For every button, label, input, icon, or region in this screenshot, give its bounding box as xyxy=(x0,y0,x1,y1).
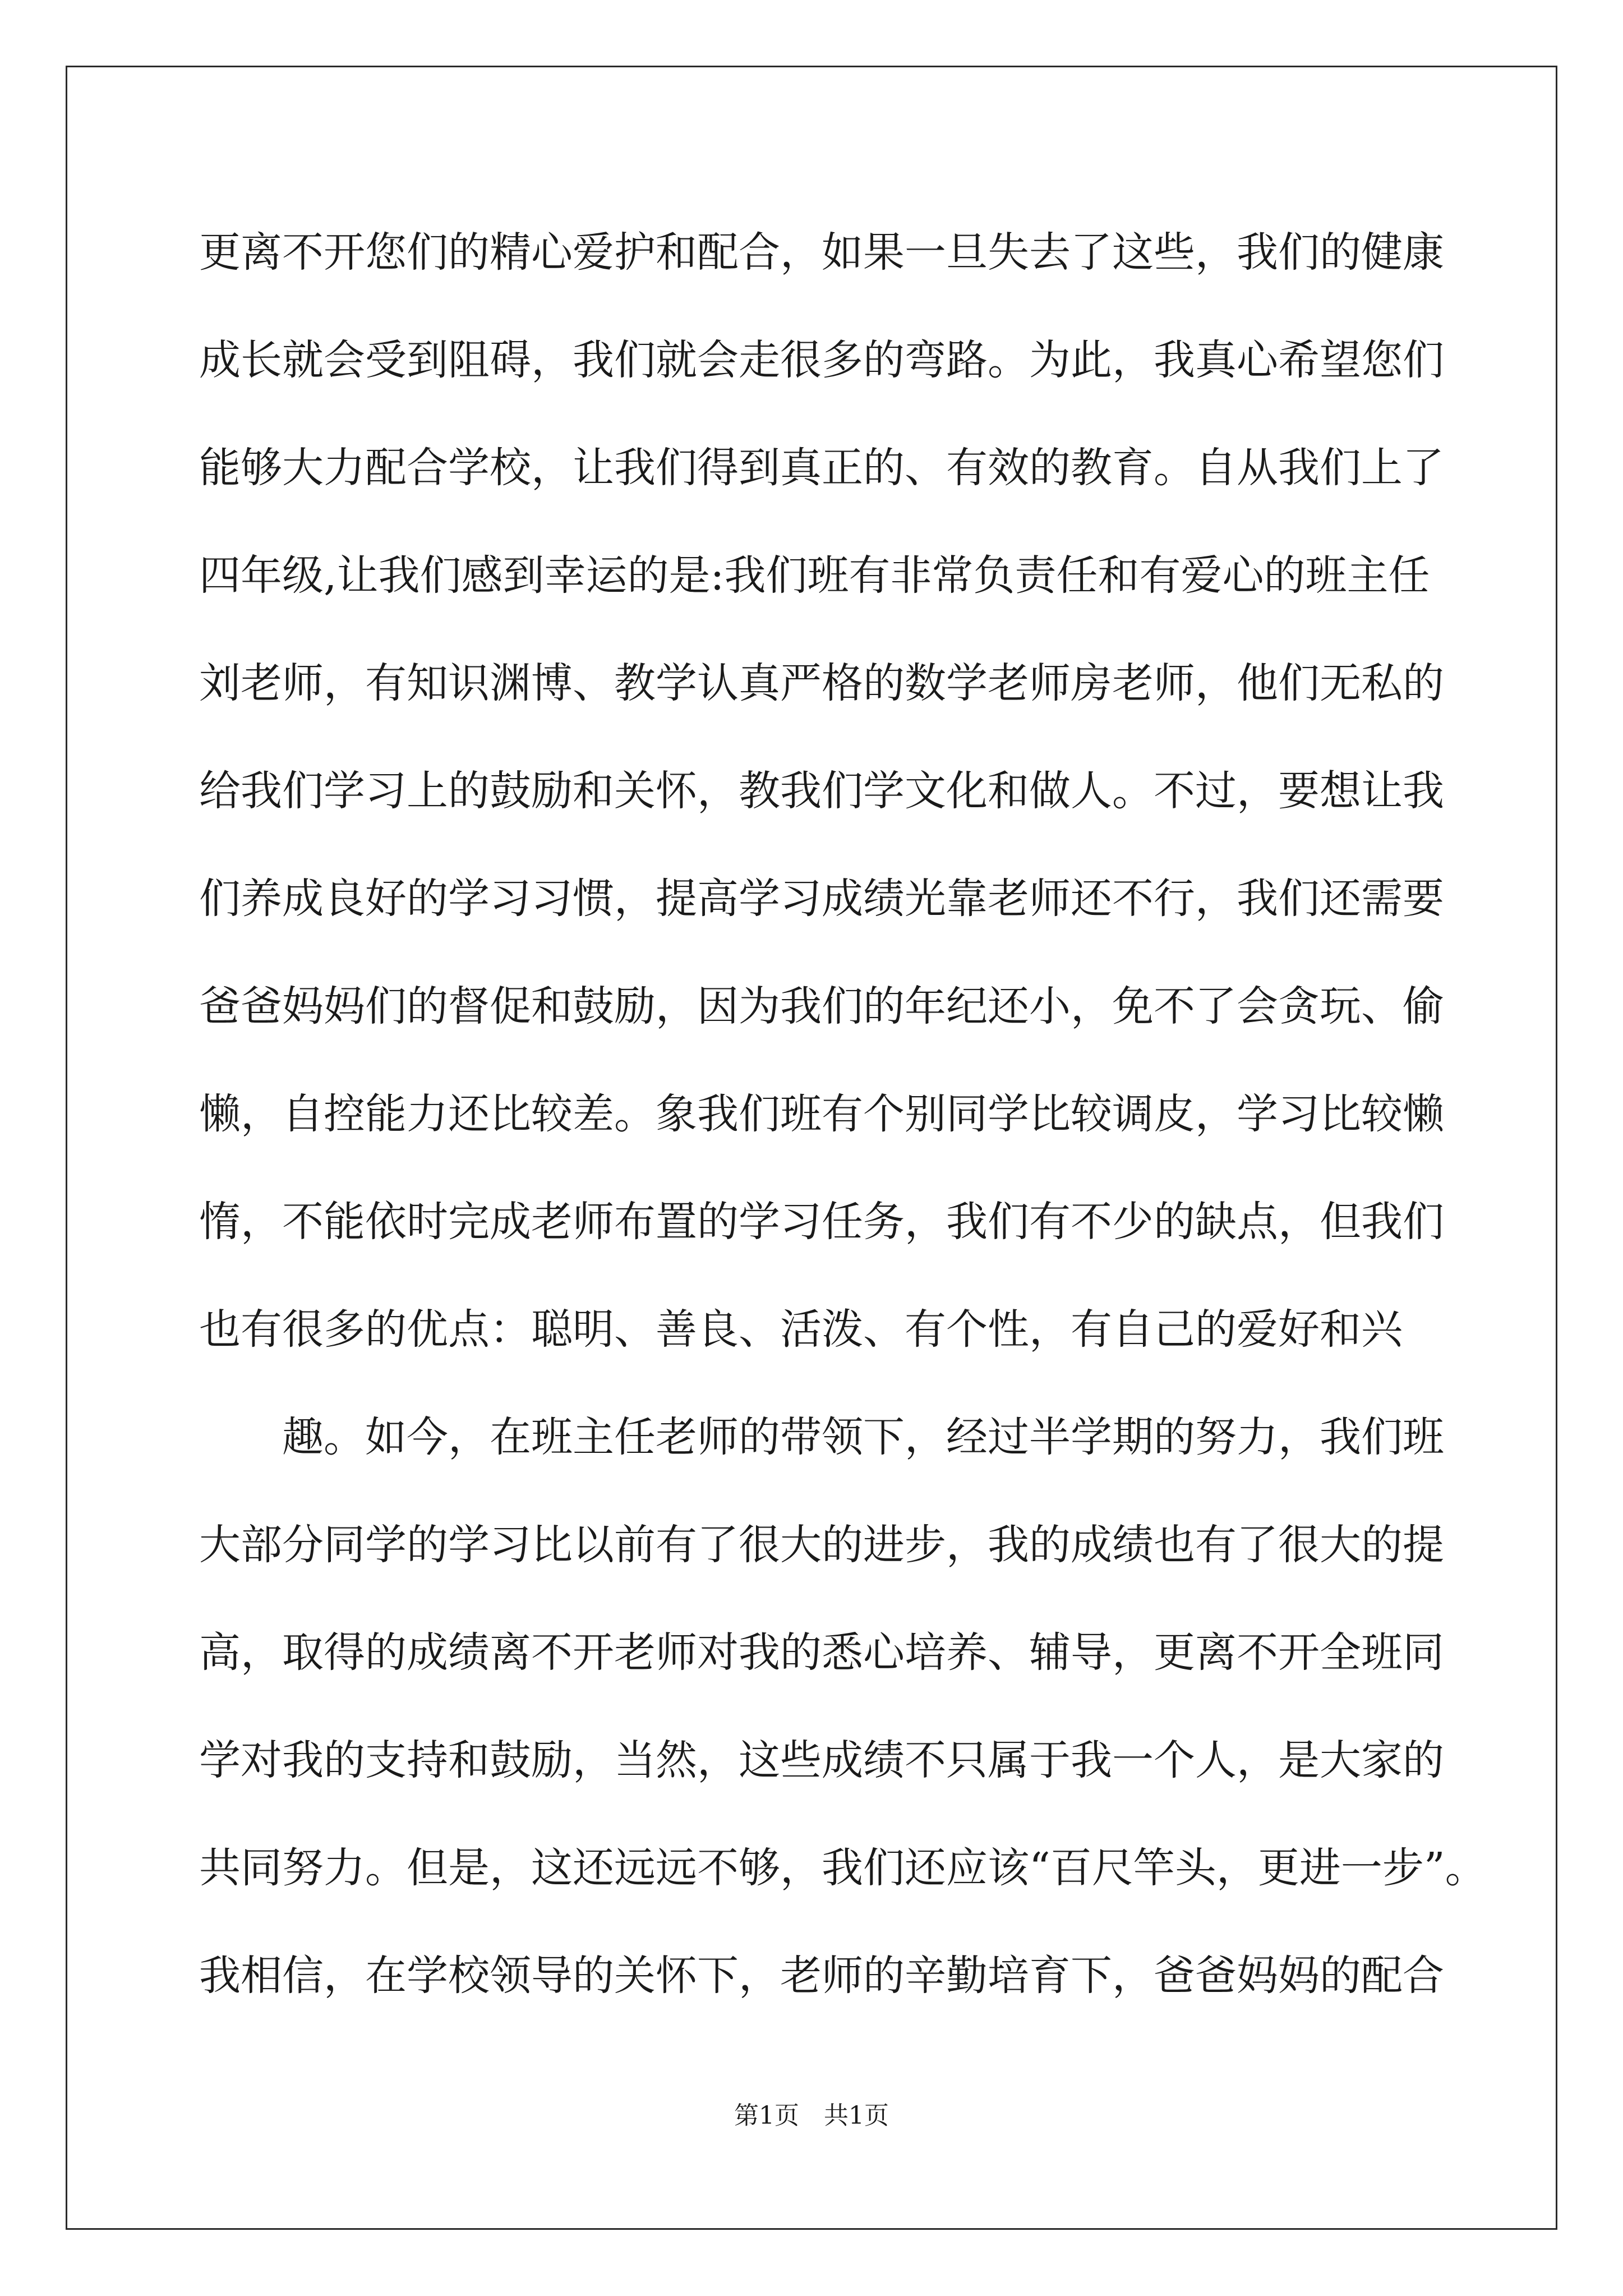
text-line-8: 爸爸妈妈们的督促和鼓励，因为我们的年纪还小，免不了会贪玩、偷 xyxy=(199,982,1444,1030)
page-number-footer: 第1页 共1页 xyxy=(734,2101,889,2130)
text-line-12-indented: 趣。如今，在班主任老师的带领下，经过半学期的努力，我们班 xyxy=(282,1413,1444,1461)
text-line-2: 成长就会受到阻碍，我们就会走很多的弯路。为此，我真心希望您们 xyxy=(199,336,1444,384)
text-line-17: 我相信，在学校领导的关怀下，老师的辛勤培育下，爸爸妈妈的配合 xyxy=(199,1952,1444,2000)
text-line-1: 更离不开您们的精心爱护和配合，如果一旦失去了这些，我们的健康 xyxy=(199,228,1444,277)
text-line-4: 四年级,让我们感到幸运的是:我们班有非常负责任和有爱心的班主任 xyxy=(199,551,1430,600)
text-line-3: 能够大力配合学校，让我们得到真正的、有效的教育。自从我们上了 xyxy=(199,444,1444,492)
text-line-5: 刘老师，有知识渊博、教学认真严格的数学老师房老师，他们无私的 xyxy=(199,659,1444,707)
document-body xyxy=(199,219,1487,2050)
text-line-9: 懒，自控能力还比较差。象我们班有个别同学比较调皮，学习比较懒 xyxy=(199,1090,1444,1138)
text-line-16: 共同努力。但是，这还远远不够，我们还应该“百尺竿头，更进一步”。 xyxy=(199,1844,1487,1892)
text-line-7: 们养成良好的学习习惯，提高学习成绩光靠老师还不行，我们还需要 xyxy=(199,875,1444,923)
text-line-10: 惰，不能依时完成老师布置的学习任务，我们有不少的缺点，但我们 xyxy=(199,1198,1444,1246)
text-line-14: 高，取得的成绩离不开老师对我的悉心培养、辅导，更离不开全班同 xyxy=(199,1628,1444,1677)
text-line-6: 给我们学习上的鼓励和关怀，教我们学文化和做人。不过，要想让我 xyxy=(199,767,1444,815)
text-line-13: 大部分同学的学习比以前有了很大的进步，我的成绩也有了很大的提 xyxy=(199,1521,1444,1569)
text-line-11: 也有很多的优点：聪明、善良、活泼、有个性，有自己的爱好和兴 xyxy=(199,1305,1403,1354)
text-line-15: 学对我的支持和鼓励，当然，这些成绩不只属于我一个人，是大家的 xyxy=(199,1736,1444,1784)
